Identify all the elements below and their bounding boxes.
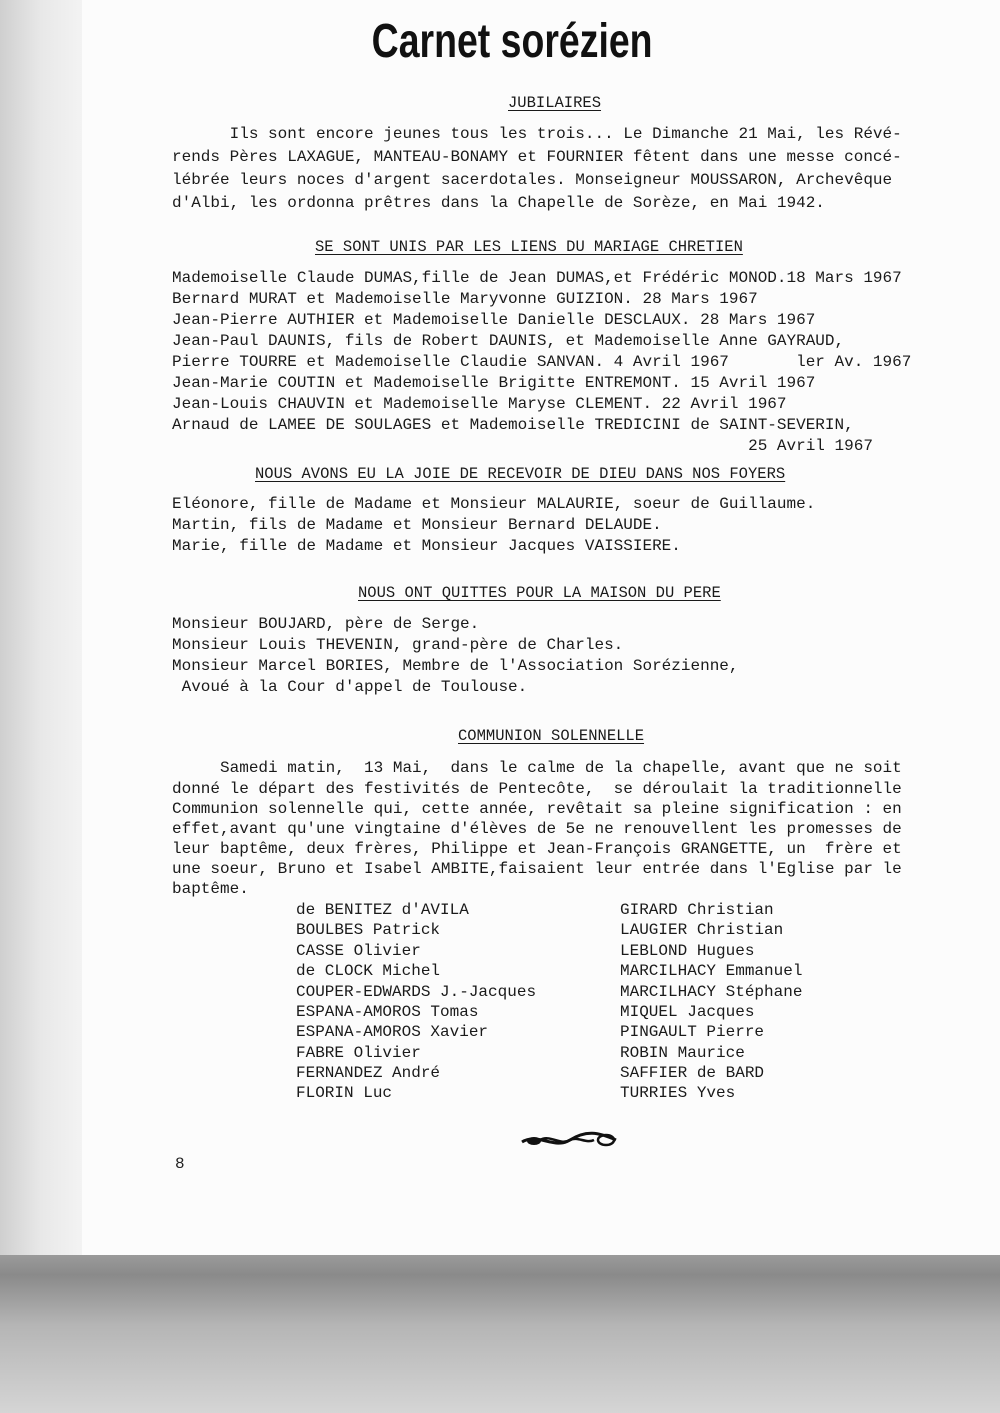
mariage-line: Jean-Louis CHAUVIN et Mademoiselle Maryse CLEMENT. 22 Avril 1967: [172, 395, 787, 413]
communiant-name: de CLOCK Michel: [296, 962, 441, 980]
jubilaires-line: lébrée leurs noces d'argent sacerdotales. Monseigneur MOUSSARON, Archevêque: [172, 171, 893, 189]
binding-shadow: [0, 0, 82, 1260]
communiant-name: LEBLOND Hugues: [620, 942, 755, 960]
page-number: 8: [175, 1155, 185, 1173]
communiant-name: MIQUEL Jacques: [620, 1003, 755, 1021]
jubilaires-line: Ils sont encore jeunes tous les trois... Le Dimanche 21 Mai, les Révé-: [172, 125, 902, 143]
heading-jubilaires: JUBILAIRES: [508, 94, 602, 112]
communiant-name: FABRE Olivier: [296, 1044, 421, 1062]
mariage-line: Arnaud de LAMEE DE SOULAGES et Mademoiselle TREDICINI de SAINT-SEVERIN,: [172, 416, 854, 434]
naissance-line: Eléonore, fille de Madame et Monsieur MALAURIE, soeur de Guillaume.: [172, 495, 816, 513]
naissance-line: Martin, fils de Madame et Monsieur Bernard DELAUDE.: [172, 516, 662, 534]
communiant-name: ESPANA-AMOROS Tomas: [296, 1003, 479, 1021]
ornament-flourish-icon: [520, 1128, 620, 1152]
deces-line: Avoué à la Cour d'appel de Toulouse.: [172, 678, 528, 696]
heading-naissances: NOUS AVONS EU LA JOIE DE RECEVOIR DE DIEU DANS NOS FOYERS: [255, 465, 786, 483]
communiant-name: BOULBES Patrick: [296, 921, 441, 939]
communiant-name: ROBIN Maurice: [620, 1044, 745, 1062]
deces-line: Monsieur Louis THEVENIN, grand-père de Charles.: [172, 636, 624, 654]
communiant-name: MARCILHACY Stéphane: [620, 983, 803, 1001]
communion-line: Communion solennelle qui, cette année, revêtait sa pleine signification : en: [172, 800, 902, 818]
deces-line: Monsieur BOUJARD, père de Serge.: [172, 615, 480, 633]
communiant-name: LAUGIER Christian: [620, 921, 784, 939]
heading-communion: COMMUNION SOLENNELLE: [458, 727, 645, 745]
communiant-name: ESPANA-AMOROS Xavier: [296, 1023, 489, 1041]
mariage-line: Pierre TOURRE et Mademoiselle Claudie SANVAN. 4 Avril 1967 ler Av. 1967: [172, 353, 912, 371]
mariage-line: Jean-Paul DAUNIS, fils de Robert DAUNIS, et Mademoiselle Anne GAYRAUD,: [172, 332, 845, 350]
jubilaires-line: d'Albi, les ordonna prêtres dans la Chapelle de Sorèze, en Mai 1942.: [172, 194, 825, 212]
communion-line: une soeur, Bruno et Isabel AMBITE,faisaient leur entrée dans l'Eglise par le: [172, 860, 902, 878]
communion-line: effet,avant qu'une vingtaine d'élèves de 5e ne renouvellent les promesses de: [172, 820, 902, 838]
communiant-name: FERNANDEZ André: [296, 1064, 441, 1082]
page-title: Carnet sorézien: [371, 15, 653, 68]
communiant-name: COUPER-EDWARDS J.-Jacques: [296, 983, 537, 1001]
communion-line: leur baptême, deux frères, Philippe et Jean-François GRANGETTE, un frère et: [172, 840, 902, 858]
communion-line: Samedi matin, 13 Mai, dans le calme de la chapelle, avant que ne soit: [172, 759, 902, 777]
communiant-name: MARCILHACY Emmanuel: [620, 962, 803, 980]
communiant-name: FLORIN Luc: [296, 1084, 393, 1102]
deces-line: Monsieur Marcel BORIES, Membre de l'Association Sorézienne,: [172, 657, 739, 675]
heading-deces: NOUS ONT QUITTES POUR LA MAISON DU PERE: [358, 584, 721, 602]
mariage-line: Mademoiselle Claude DUMAS,fille de Jean DUMAS,et Frédéric MONOD.18 Mars 1967: [172, 269, 902, 287]
scan-bottom-shadow: [0, 1255, 1000, 1413]
communiant-name: CASSE Olivier: [296, 942, 421, 960]
communiant-name: TURRIES Yves: [620, 1084, 736, 1102]
mariage-line: Jean-Pierre AUTHIER et Mademoiselle Danielle DESCLAUX. 28 Mars 1967: [172, 311, 816, 329]
communiant-name: SAFFIER de BARD: [620, 1064, 765, 1082]
mariage-line: Bernard MURAT et Mademoiselle Maryvonne GUIZION. 28 Mars 1967: [172, 290, 758, 308]
naissance-line: Marie, fille de Madame et Monsieur Jacques VAISSIERE.: [172, 537, 681, 555]
communiant-name: GIRARD Christian: [620, 901, 774, 919]
communiant-name: PINGAULT Pierre: [620, 1023, 765, 1041]
mariage-line: Jean-Marie COUTIN et Mademoiselle Brigitte ENTREMONT. 15 Avril 1967: [172, 374, 816, 392]
jubilaires-line: rends Pères LAXAGUE, MANTEAU-BONAMY et FOURNIER fêtent dans une messe concé-: [172, 148, 902, 166]
communion-line: baptême.: [172, 880, 249, 898]
heading-mariages: SE SONT UNIS PAR LES LIENS DU MARIAGE CHRETIEN: [315, 238, 743, 256]
communiant-name: de BENITEZ d'AVILA: [296, 901, 469, 919]
mariage-line: 25 Avril 1967: [172, 437, 873, 455]
communion-line: donné le départ des festivités de Pentecôte, se déroulait la traditionnelle: [172, 780, 902, 798]
